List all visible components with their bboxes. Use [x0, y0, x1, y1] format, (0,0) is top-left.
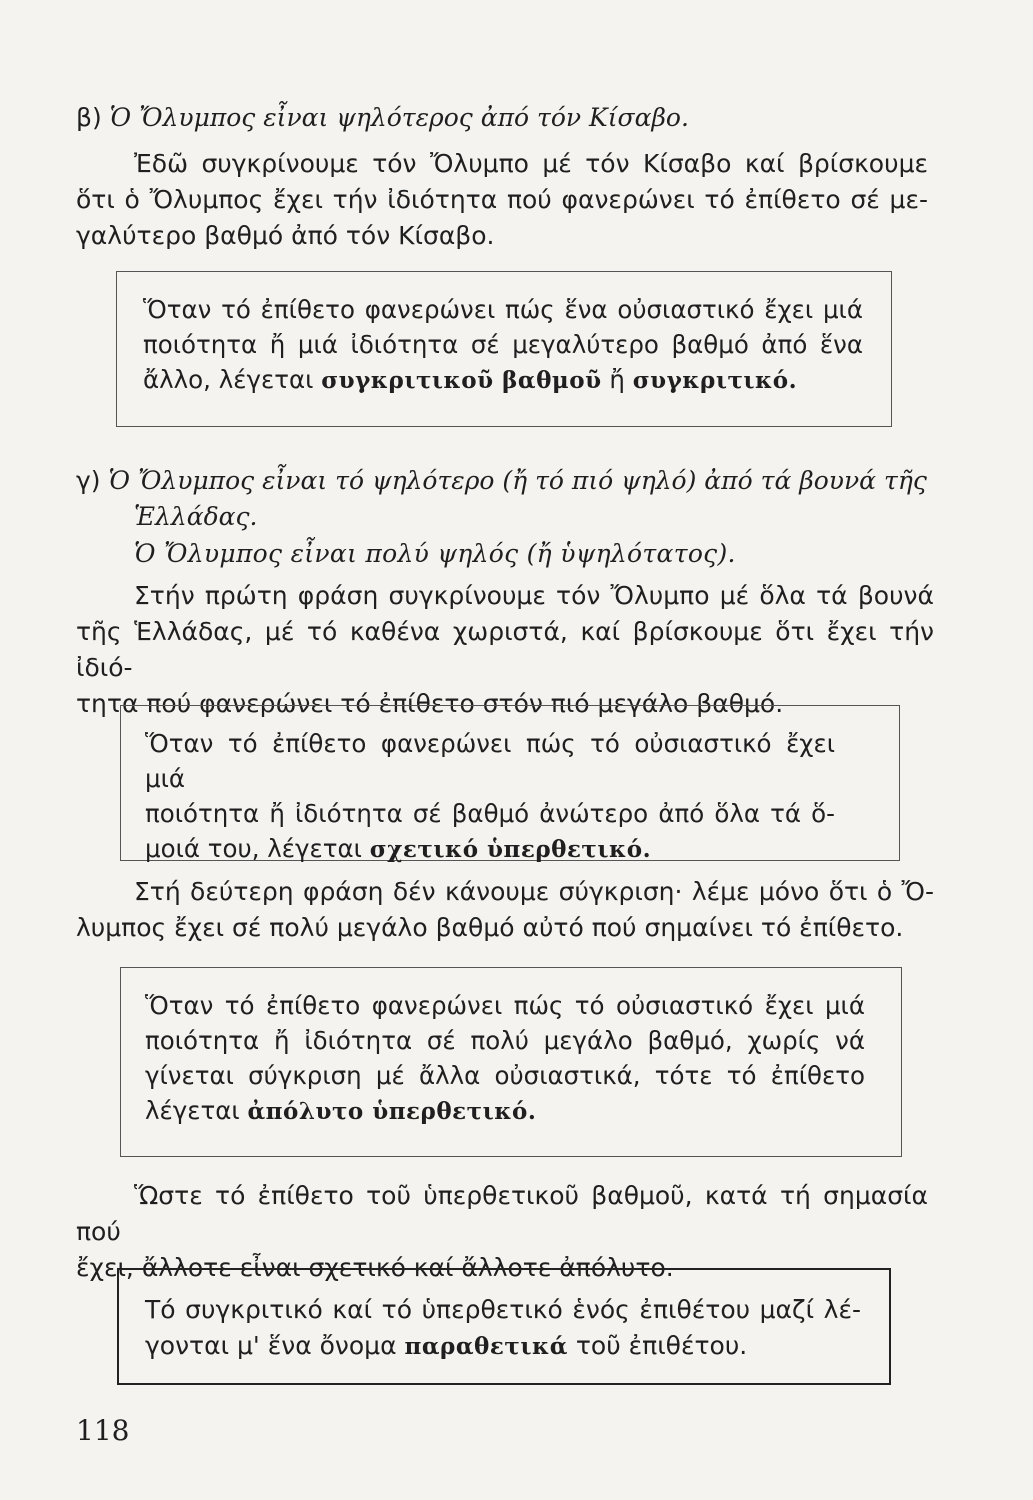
paragraph-line: τητα πού φανερώνει τό ἐπίθετο στόν πιό μεγάλο βαθμό. — [76, 689, 784, 718]
section-b-explanation — [76, 146, 928, 254]
rule-box-comparative — [116, 271, 892, 427]
term-paratheticals: παραθετικά — [404, 1333, 568, 1360]
summary-line-suffix: τοῦ ἐπιθέτου. — [575, 1331, 748, 1360]
rule-line — [143, 362, 863, 398]
rule-connector: ἤ — [609, 365, 625, 394]
paragraph-line: γαλύτερο βαθμό ἀπό τόν Κίσαβο. — [76, 221, 495, 250]
paragraph-line: Στή δεύτερη φράση δέν κάνουμε σύγκριση· λέμε μόνο ὅτι ὁ Ὄ- — [134, 877, 934, 906]
page-number: 118 — [76, 1414, 130, 1447]
example-line — [76, 463, 936, 499]
rule-line: ποιότητα ἤ μιά ἰδιότητα σέ μεγαλύτερο βαθμό ἀπό ἕνα — [143, 330, 863, 359]
section-b-example-text: Ὁ Ὄλυμπος εἶναι ψηλότερος ἀπό τόν Κίσαβο. — [109, 103, 689, 132]
section-c-example-2: Ὁ Ὄλυμπος εἶναι πολύ ψηλός (ἤ ὑψηλότατος). — [134, 539, 736, 568]
rule-line — [145, 831, 835, 867]
section-b-label: β) — [76, 103, 102, 132]
paragraph-line: ὅτι ὁ Ὄλυμπος ἔχει τήν ἰδιότητα πού φανερώνει τό ἐπίθετο σέ με- — [76, 185, 928, 214]
rule-line: Ὅταν τό ἐπίθετο φανερώνει πώς τό οὐσιαστικό ἔχει μιά — [145, 991, 865, 1020]
section-b-example — [76, 100, 936, 136]
rule-line: ποιότητα ἤ ἰδιότητα σέ πολύ μεγάλο βαθμό, χωρίς νά — [145, 1026, 865, 1055]
rule-line — [145, 1093, 865, 1129]
section-c-explanation — [76, 578, 934, 722]
paragraph-line: Ἐδῶ συγκρίνουμε τόν Ὄλυμπο μέ τόν Κίσαβο καί βρίσκουμε — [134, 149, 928, 178]
summary-box — [117, 1268, 891, 1385]
paragraph-line: λυμπος ἔχει σέ πολύ μεγάλο βαθμό αὐτό πού σημαίνει τό ἐπίθετο. — [76, 913, 904, 942]
summary-line: Τό συγκριτικό καί τό ὑπερθετικό ἑνός ἐπιθέτου μαζί λέ- — [145, 1295, 861, 1324]
paragraph-line: Στήν πρώτη φράση συγκρίνουμε τόν Ὄλυμπο μέ ὅλα τά βουνά — [134, 581, 934, 610]
rule-line: γίνεται σύγκριση μέ ἄλλα οὐσιαστικά, τότε τό ἐπίθετο — [145, 1061, 865, 1090]
rule-line-prefix: λέγεται — [145, 1096, 240, 1125]
term-relative-superlative: σχετικό ὑπερθετικό. — [369, 836, 652, 863]
term-absolute-superlative: ἀπόλυτο ὑπερθετικό. — [247, 1098, 537, 1125]
summary-line-prefix: γονται μ' ἕνα ὄνομα — [145, 1331, 397, 1360]
section-c-example-1 — [76, 463, 936, 535]
paragraph-line: τῆς Ἑλλάδας, μέ τό καθένα χωριστά, καί βρίσκουμε ὅτι ἔχει τήν ἰδιό- — [76, 617, 934, 682]
summary-line — [145, 1328, 861, 1365]
rule-line: Ὅταν τό ἐπίθετο φανερώνει πώς τό οὐσιαστικό ἔχει μιά — [145, 729, 835, 793]
rule-line-prefix: μοιά του, λέγεται — [145, 834, 362, 863]
term-comparative: συγκριτικό. — [632, 367, 798, 394]
rule-box-relative-superlative — [120, 705, 900, 861]
paragraph-line: ἔχει, ἄλλοτε εἶναι σχετικό καί ἄλλοτε ἀπόλυτο. — [76, 1253, 674, 1282]
term-comparative-degree: συγκριτικοῦ βαθμοῦ — [321, 367, 602, 394]
example-line: Ἑλλάδας. — [134, 502, 258, 531]
rule-line-prefix: ἄλλο, λέγεται — [143, 365, 314, 394]
paragraph-line: Ὥστε τό ἐπίθετο τοῦ ὑπερθετικοῦ βαθμοῦ, κατά τή σημασία πού — [76, 1181, 928, 1246]
rule-box-absolute-superlative — [120, 967, 902, 1157]
rule-line: Ὅταν τό ἐπίθετο φανερώνει πώς ἕνα οὐσιαστικό ἔχει μιά — [143, 295, 863, 324]
second-phrase-paragraph — [76, 874, 934, 946]
rule-line: ποιότητα ἤ ἰδιότητα σέ βαθμό ἀνώτερο ἀπό ὅλα τά ὅ- — [145, 799, 835, 828]
section-c-example-1-text: Ὁ Ὄλυμπος εἶναι τό ψηλότερο (ἤ τό πιό ψηλό) ἀπό τά βουνά τῆς — [108, 466, 927, 495]
section-c-label: γ) — [76, 466, 101, 495]
